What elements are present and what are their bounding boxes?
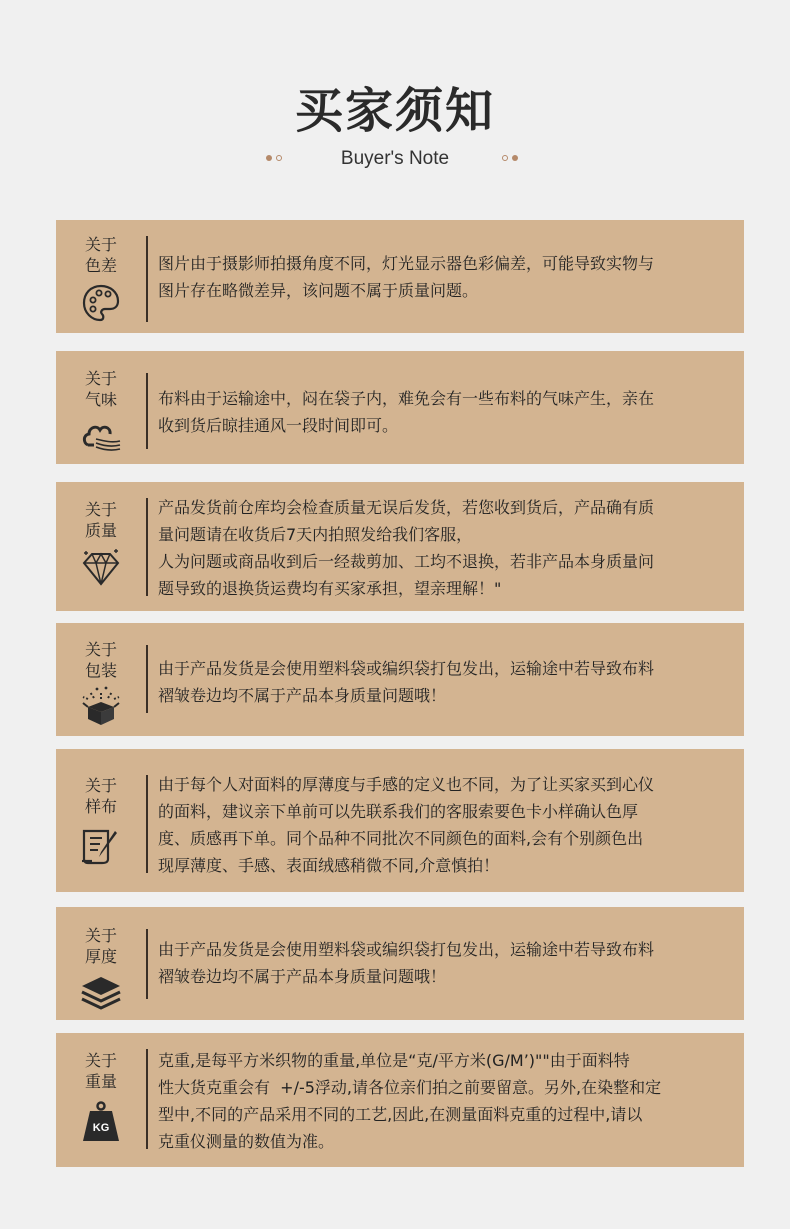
card-body-text: 由于每个人对面料的厚薄度与手感的定义也不同，为了让买家买到心仪 的面料，建议亲下单前可以先联系我们的客服索要色卡小样确认色厚 度、质感再下单。同个品种不同批次不同颜色的面料,会有个别颜色出 现厚薄度、手感、表面绒感稍微不同,介意慎拍！ xyxy=(158,775,655,875)
note-card-quality xyxy=(56,482,744,611)
note-card-odor xyxy=(56,351,744,464)
card-label-line2: 气味 xyxy=(84,390,117,409)
decorative-dots-right xyxy=(502,154,522,162)
diamond-icon xyxy=(80,546,122,588)
card-body-text: 由于产品发货是会使用塑料袋或编织袋打包发出，运输途中若导致布料 褶皱卷边均不属于产品本身质量问题哦！ xyxy=(158,940,655,986)
card-label-line2: 样布 xyxy=(84,797,117,816)
card-label-line2: 厚度 xyxy=(84,947,117,966)
card-divider xyxy=(146,929,148,999)
card-label-line1: 关于 xyxy=(84,369,117,388)
card-divider xyxy=(146,373,148,449)
kg-label: KG xyxy=(92,1122,110,1134)
card-body-text: 由于产品发货是会使用塑料袋或编织袋打包发出，运输途中若导致布料 褶皱卷边均不属于产品本身质量问题哦！ xyxy=(158,659,655,705)
card-body-text: 产品发货前仓库均会检查质量无误后发货，若您收到货后，产品确有质 量问题请在收货后7天内拍照发给我们客服， 人为问题或商品收到后一经裁剪加、工均不退换，若非产品本身质量问 题导致的退换货运费均有买家承担，望亲理解！" xyxy=(158,498,655,598)
card-divider xyxy=(146,775,148,873)
layers-icon xyxy=(80,971,122,1013)
card-label-line1: 关于 xyxy=(84,776,117,795)
card-divider xyxy=(146,498,148,596)
card-body-text: 图片由于摄影师拍摄角度不同，灯光显示器色彩偏差，可能导致实物与 图片存在略微差异，该问题不属于质量问题。 xyxy=(158,254,655,300)
page-subtitle: Buyer's Note xyxy=(340,148,450,169)
card-label-line1: 关于 xyxy=(84,500,117,519)
card-body-text: 克重,是每平方米织物的重量,单位是“克/平方米(G/M’)""由于面料特 性大货克重会有 +/-5浮动,请各位亲们拍之前要留意。另外,在染整和定 型中,不同的产品采用不同的工艺,因此,在测量面料克重的过程中,请以 克重仪测量的数值为准。 xyxy=(158,1051,662,1151)
note-card-sample xyxy=(56,749,744,892)
card-label-line1: 关于 xyxy=(84,640,117,659)
note-card-packaging xyxy=(56,623,744,736)
card-label-line1: 关于 xyxy=(84,926,117,945)
kg-weight-icon xyxy=(80,1101,122,1143)
card-divider xyxy=(146,1049,148,1149)
card-label-line2: 质量 xyxy=(84,521,117,540)
card-body-text: 布料由于运输途中，闷在袋子内，难免会有一些布料的气味产生，亲在 收到货后晾挂通风一段时间即可。 xyxy=(158,389,655,435)
subtitle-row xyxy=(0,148,790,172)
page-title: 买家须知 xyxy=(294,83,495,139)
document-pen-icon xyxy=(80,825,122,867)
note-card-thickness xyxy=(56,907,744,1020)
card-label-line2: 重量 xyxy=(84,1072,117,1091)
note-card-color-difference xyxy=(56,220,744,333)
card-label-line2: 色差 xyxy=(84,256,117,275)
card-label-line2: 包装 xyxy=(84,661,117,680)
palette-icon xyxy=(80,282,122,324)
card-label-line1: 关于 xyxy=(84,235,117,254)
card-label-line1: 关于 xyxy=(84,1051,117,1070)
card-divider xyxy=(146,645,148,713)
odor-cloud-icon xyxy=(80,415,122,457)
gift-box-icon xyxy=(80,685,122,727)
note-card-weight xyxy=(56,1033,744,1167)
card-divider xyxy=(146,236,148,322)
